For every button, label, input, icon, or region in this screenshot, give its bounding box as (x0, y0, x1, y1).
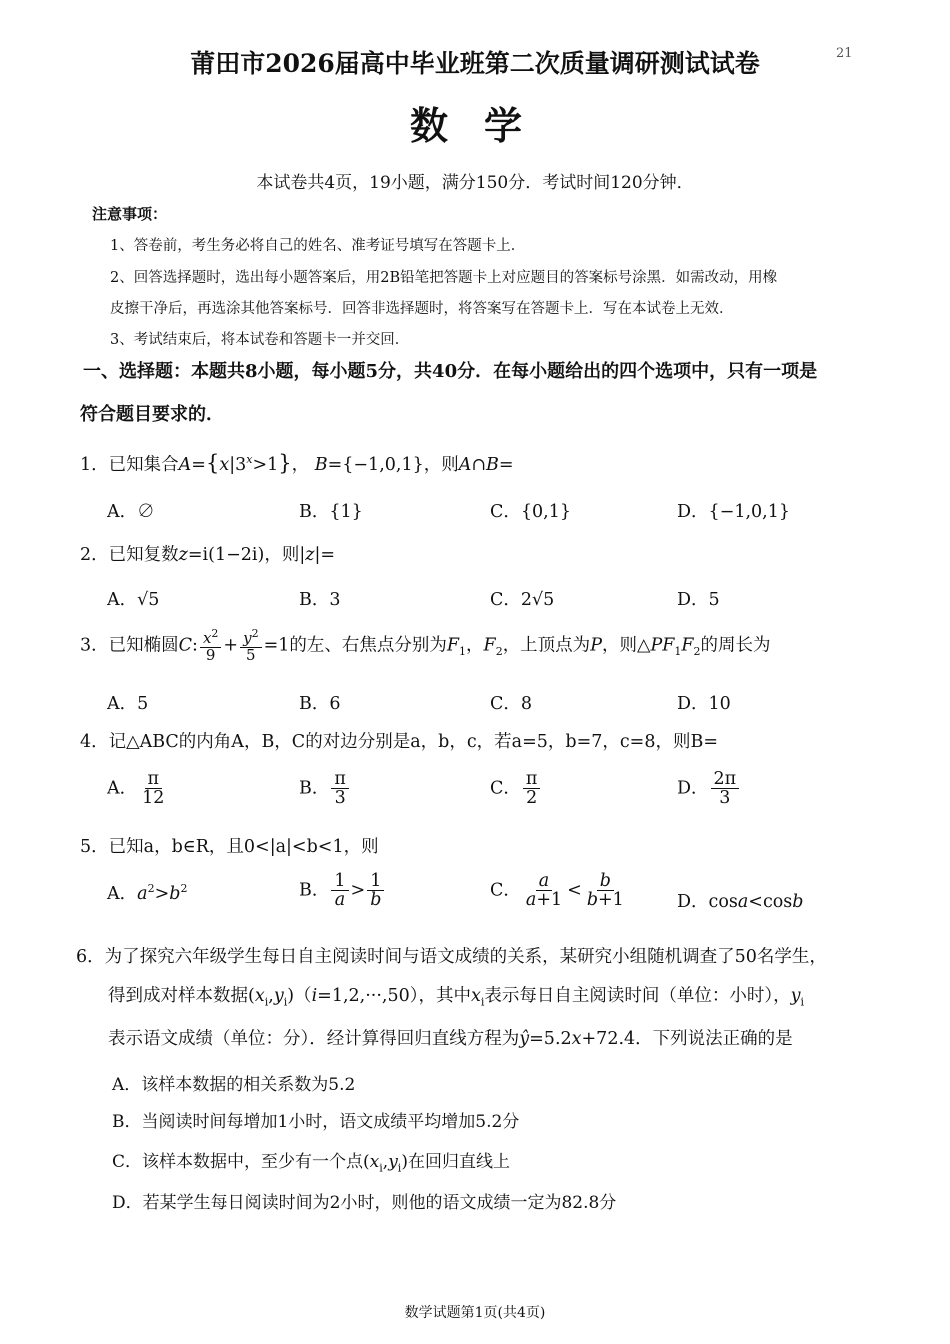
q1-option-c: C．{0,1} (490, 502, 571, 522)
q2-option-a: A．√5 (107, 590, 160, 610)
question-6-line2: 得到成对样本数据$(x_i,y_i)(i=1,2,\cdot\cdot\cdot,50)$，其中$x_i$表示每日自主阅读时间（单位：小时），$y_i$ (108, 986, 805, 1009)
q6-option-c: C．该样本数据中，至少有一个点$(x_i,y_i)$在回归直线上 (112, 1152, 510, 1175)
q2-option-c: C．2√5 (490, 590, 555, 610)
section-heading-cont: 符合题目要求的． (80, 404, 224, 425)
question-1: 1．已知集合$A=\{x|3^x>1\}$， B={−1,0,1}，则A∩B= (80, 451, 514, 475)
section-heading: 一、选择题：本题共8小题，每小题5分，共40分．在每小题给出的四个选项中，只有一项是 (83, 361, 818, 382)
question-6: 6．为了探究六年级学生每日自主阅读时间与语文成绩的关系，某研究小组随机调查了50名学生， (76, 947, 827, 967)
q5-option-c: C． $\frac{a}{a+1}$ < $\frac{b}{b+1}$ (490, 871, 624, 911)
q6-option-a: A．该样本数据的相关系数为5.2 (112, 1075, 356, 1095)
q2-option-d: D．5 (677, 590, 720, 610)
q4-option-c: C． $\frac{\pi}{2}$ (490, 770, 542, 808)
q3-option-c: C．8 (490, 694, 533, 714)
question-5: 5．已知a，b∈R，且0<|a|<b<1，则 (80, 837, 379, 857)
notes-heading: 注意事项： (92, 205, 168, 223)
q5-option-d: D．cosa<cosb (677, 892, 804, 912)
q1-option-a: A．∅ (107, 502, 155, 522)
question-2: 2．已知复数z=i(1−2i)，则|z|= (80, 545, 336, 565)
question-number: 1． (80, 455, 109, 475)
q3-option-d: D．10 (677, 694, 731, 714)
exam-info: 本试卷共4页，19小题，满分150分．考试时间120分钟． (256, 173, 694, 193)
exam-title: 莆田市2026届高中毕业班第二次质量调研测试试卷 (190, 49, 760, 78)
page-footer: 数学试题第1页(共4页) (404, 1305, 546, 1321)
question-3: 3．已知椭圆C: $\frac{x^2}{9}$ + $\frac{y^2}{5}$ =1的左、右焦点分别为$F_1$，$F_2$，上顶点为P，则$\triangle PF_1F_2$的周长为 (80, 627, 771, 664)
question-4: 4．记△ABC的内角A，B，C的对边分别是a，b，c，若a=5，b=7，c=8，则B= (80, 732, 718, 752)
question-6-line3: 表示语文成绩（单位：分）．经计算得回归直线方程为ŷ=5.2x+72.4．下列说法正确的是 (108, 1029, 793, 1049)
q1-option-b: B．{1} (299, 502, 363, 522)
q6-option-b: B．当阅读时间每增加1小时，语文成绩平均增加5.2分 (112, 1112, 520, 1132)
q3-option-b: B．6 (299, 694, 341, 714)
q5-option-b: B． $\frac{1}{a}$ > $\frac{1}{b}$ (299, 872, 386, 910)
q4-option-b: B． $\frac{\pi}{3}$ (299, 770, 351, 808)
note-item: 1、答卷前，考生务必将自己的姓名、准考证号填写在答题卡上． (110, 238, 526, 254)
q4-option-a: A． $\frac{\pi}{12}$ (107, 769, 165, 809)
corner-mark: 21 (836, 46, 853, 61)
note-item: 3、考试结束后，将本试卷和答题卡一并交回． (110, 332, 410, 348)
q5-option-a: A．$a^2>b^2$ (107, 882, 188, 904)
note-item: 皮擦干净后，再选涂其他答案标号．回答非选择题时，将答案写在答题卡上．写在本试卷上无效． (110, 301, 734, 317)
note-item: 2、回答选择题时，选出每小题答案后，用2B铅笔把答题卡上对应题目的答案标号涂黑．如需改动，用橡 (110, 270, 778, 286)
q6-option-d: D．若某学生每日阅读时间为2小时，则他的语文成绩一定为82.8分 (112, 1193, 617, 1213)
q4-option-d: D． $\frac{2\pi}{3}$ (677, 770, 741, 808)
subject-title: 数学 (409, 103, 558, 148)
q1-option-d: D．{−1,0,1} (677, 502, 790, 522)
q3-option-a: A．5 (107, 694, 149, 714)
q2-option-b: B．3 (299, 590, 341, 610)
